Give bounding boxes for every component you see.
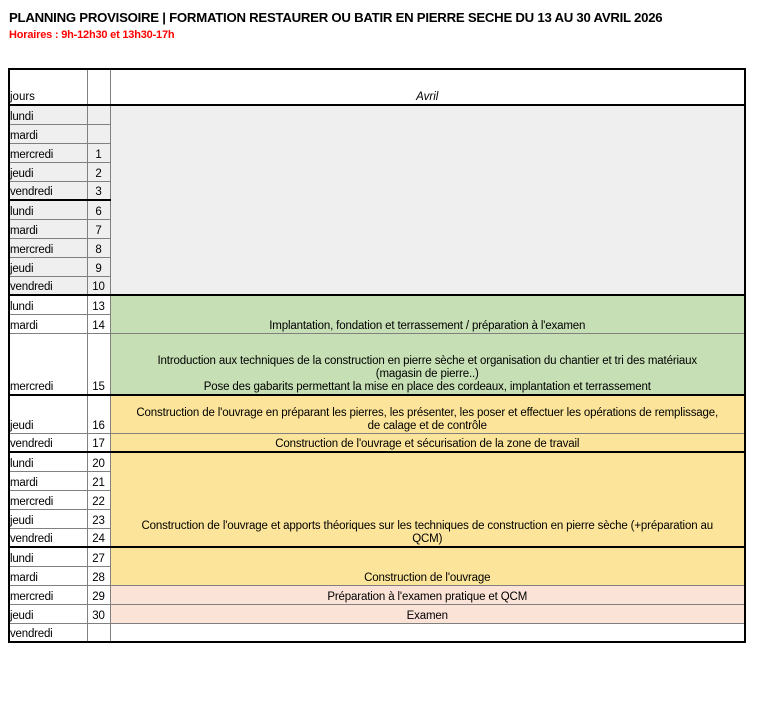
column-header-days: jours <box>9 69 87 105</box>
date-number: 13 <box>87 295 110 314</box>
date-number <box>87 623 110 642</box>
day-label: jeudi <box>9 604 87 623</box>
table-row <box>9 295 745 314</box>
table-row <box>9 452 745 471</box>
document-heading <box>0 0 757 42</box>
activity-line: QCM) <box>412 533 443 545</box>
activity-line: Pose des gabarits permettant la mise en place des cordeaux, implantation et terrassement <box>203 381 651 393</box>
day-label: lundi <box>9 547 87 566</box>
date-number: 28 <box>87 566 110 585</box>
day-label: vendredi <box>9 528 87 547</box>
day-label: vendredi <box>9 623 87 642</box>
table-row <box>9 623 745 642</box>
table-header-row <box>9 69 745 105</box>
date-number: 6 <box>87 200 110 219</box>
activity-line: Construction de l'ouvrage en préparant les pierres, les présenter, les poser et effectuer les opérations de remplissage, <box>136 406 719 419</box>
table-row <box>9 395 745 433</box>
date-number: 14 <box>87 314 110 333</box>
date-number: 8 <box>87 238 110 257</box>
date-number: 10 <box>87 276 110 295</box>
day-label: jeudi <box>9 509 87 528</box>
day-label: mercredi <box>9 585 87 604</box>
date-number: 21 <box>87 471 110 490</box>
day-label: mercredi <box>9 333 87 395</box>
column-header-number <box>87 69 110 105</box>
activity-cell: Préparation à l'examen pratique et QCM <box>110 585 745 604</box>
table-row <box>9 105 745 124</box>
day-label: jeudi <box>9 162 87 181</box>
activity-cell <box>110 395 745 433</box>
day-label: lundi <box>9 200 87 219</box>
date-number: 23 <box>87 509 110 528</box>
date-number <box>87 124 110 143</box>
page-title: PLANNING PROVISOIRE | FORMATION RESTAURER OU BATIR EN PIERRE SECHE DU 13 AU 30 AVRIL 2026 <box>9 10 663 25</box>
date-number: 22 <box>87 490 110 509</box>
date-number: 29 <box>87 585 110 604</box>
date-number: 3 <box>87 181 110 200</box>
activity-line: Construction de l'ouvrage et apports théoriques sur les techniques de construction en pierre sèche (+préparation au <box>141 520 713 532</box>
activity-cell-empty <box>110 105 745 295</box>
day-label: mardi <box>9 124 87 143</box>
day-label: mardi <box>9 471 87 490</box>
day-label: mardi <box>9 219 87 238</box>
date-number: 27 <box>87 547 110 566</box>
activity-cell: Examen <box>110 604 745 623</box>
schedule-hours-subtitle: Horaires : 9h-12h30 et 13h30-17h <box>9 29 175 41</box>
date-number: 9 <box>87 257 110 276</box>
activity-cell <box>110 333 745 395</box>
table-row <box>9 547 745 566</box>
day-label: mardi <box>9 314 87 333</box>
date-number: 2 <box>87 162 110 181</box>
day-label: mercredi <box>9 490 87 509</box>
table-row <box>9 433 745 452</box>
table-row <box>9 604 745 623</box>
date-number: 30 <box>87 604 110 623</box>
date-number: 24 <box>87 528 110 547</box>
date-number: 15 <box>87 333 110 395</box>
day-label: lundi <box>9 295 87 314</box>
day-label: vendredi <box>9 276 87 295</box>
activity-cell-empty <box>110 623 745 642</box>
day-label: vendredi <box>9 181 87 200</box>
planning-table <box>8 68 746 643</box>
column-header-month: Avril <box>110 69 745 105</box>
table-row <box>9 333 745 395</box>
date-number: 16 <box>87 395 110 433</box>
date-number: 17 <box>87 433 110 452</box>
day-label: lundi <box>9 452 87 471</box>
activity-cell <box>110 452 745 547</box>
activity-cell: Implantation, fondation et terrassement / préparation à l'examen <box>110 295 745 333</box>
table-row <box>9 585 745 604</box>
activity-cell: Construction de l'ouvrage et sécurisation de la zone de travail <box>110 433 745 452</box>
day-label: vendredi <box>9 433 87 452</box>
day-label: jeudi <box>9 395 87 433</box>
planning-table-wrapper <box>8 68 744 643</box>
day-label: lundi <box>9 105 87 124</box>
activity-line: (magasin de pierre..) <box>375 368 479 380</box>
date-number: 7 <box>87 219 110 238</box>
day-label: mercredi <box>9 143 87 162</box>
activity-line: Introduction aux techniques de la construction en pierre sèche et organisation du chantier et tri des matériaux <box>157 355 697 367</box>
activity-line: de calage et de contrôle <box>367 419 487 432</box>
day-label: jeudi <box>9 257 87 276</box>
activity-cell: Construction de l'ouvrage <box>110 547 745 585</box>
date-number <box>87 105 110 124</box>
date-number: 1 <box>87 143 110 162</box>
day-label: mercredi <box>9 238 87 257</box>
day-label: mardi <box>9 566 87 585</box>
date-number: 20 <box>87 452 110 471</box>
